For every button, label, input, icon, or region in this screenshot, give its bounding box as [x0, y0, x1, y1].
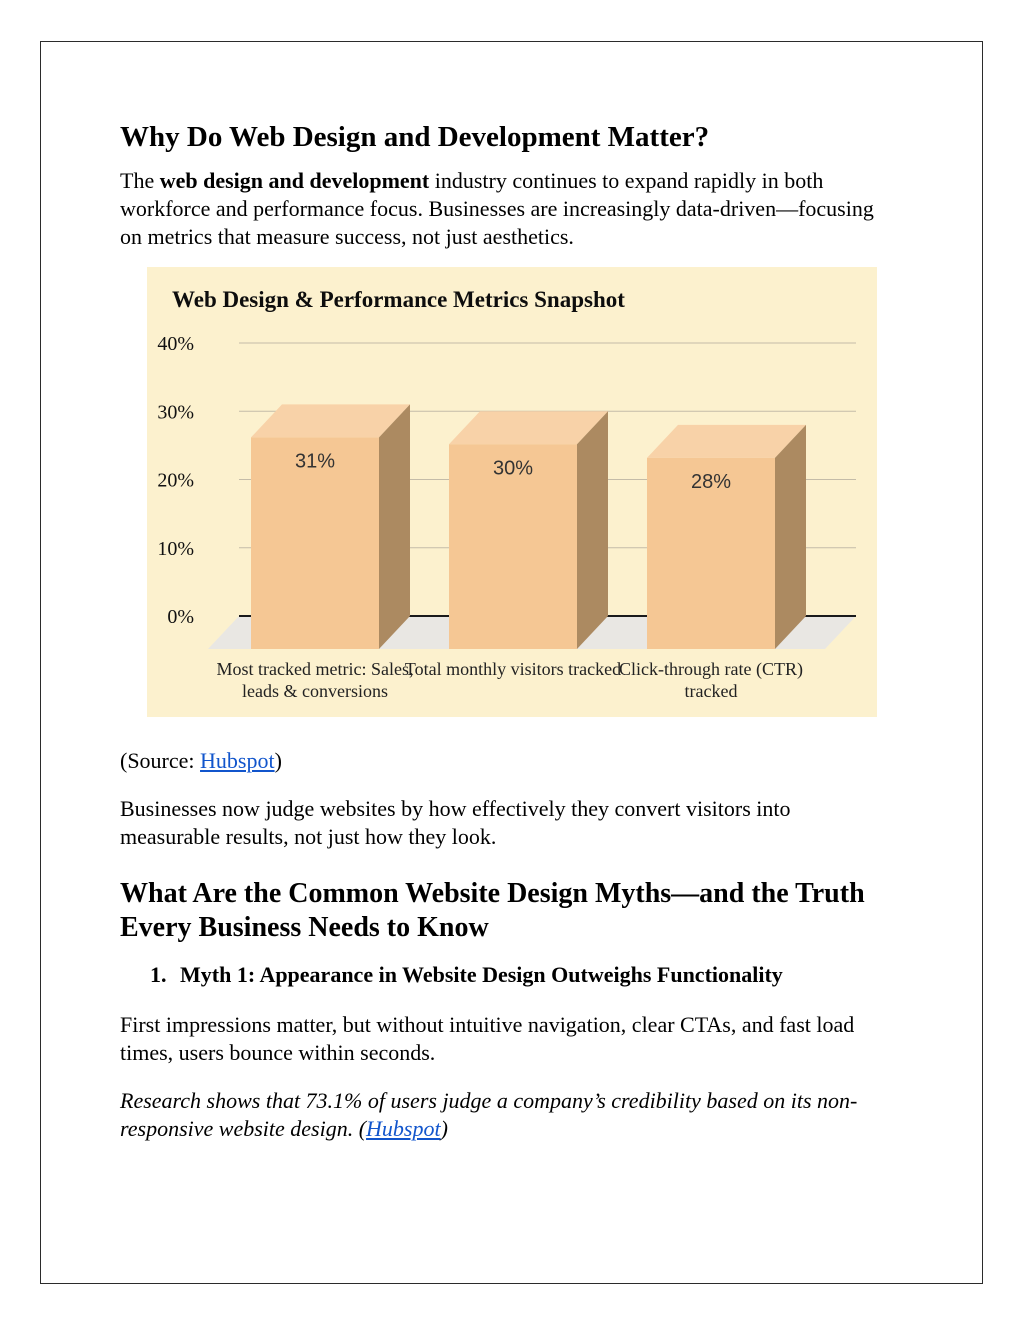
heading-why-matter: Why Do Web Design and Development Matter?: [120, 121, 710, 153]
y-tick-label: 20%: [157, 469, 194, 492]
x-category-label: Click-through rate (CTR): [619, 658, 803, 679]
myth1-number: 1.: [150, 961, 167, 987]
intro-paragraph: [120, 167, 892, 251]
myth1-label: Myth 1: Appearance in Website Design Outweighs Functionality: [180, 961, 783, 987]
x-category-label: Most tracked metric: Sales,: [216, 658, 414, 679]
myth1-list-item: [120, 961, 922, 989]
bar-side-face: [775, 425, 806, 649]
source-line: [120, 747, 892, 775]
bar-side-face: [577, 411, 608, 649]
source-text-pre: (Source:: [120, 747, 201, 773]
bar-value-label: 31%: [294, 450, 336, 473]
research-text-pre: Research shows that 73.1% of users judge a company’s credibility based on its non-responsive website design. (: [120, 1087, 858, 1141]
hubspot-link-research[interactable]: Hubspot: [366, 1115, 441, 1141]
heading-common-myths: [120, 877, 922, 945]
x-category-label: leads & conversions: [242, 680, 388, 701]
bar-value-label: 30%: [492, 457, 534, 480]
bar-column-2: [647, 425, 806, 649]
intro-text-pre: The: [120, 167, 160, 193]
bar-column-0: [251, 404, 410, 649]
metrics-chart: [147, 267, 877, 717]
judge-paragraph: Businesses now judge websites by how effectively they convert visitors into measurable results, not just how they look.: [120, 795, 791, 849]
research-paragraph: [120, 1087, 892, 1143]
heading2-line2: Every Business Needs to Know: [120, 911, 489, 943]
y-tick-label: 30%: [157, 401, 194, 424]
source-text-post: ): [274, 747, 282, 773]
hubspot-link-source[interactable]: Hubspot: [200, 747, 275, 773]
bar-side-face: [379, 404, 410, 649]
bar-column-1: [449, 411, 608, 649]
bar-value-label: 28%: [690, 470, 732, 493]
intro-text-post: industry continues to expand rapidly in both workforce and performance focus. Businesses are increasingly data-driven—focusing on metrics that measure success, not just aesthetics.: [120, 167, 874, 249]
page-content: [41, 42, 982, 1143]
page-frame: [40, 41, 983, 1284]
x-category-label: Total monthly visitors tracked: [404, 658, 622, 679]
y-tick-label: 10%: [157, 537, 194, 560]
chart-title: Web Design & Performance Metrics Snapshot: [172, 286, 625, 312]
y-tick-label: 0%: [167, 605, 194, 628]
first-impressions-paragraph: First impressions matter, but without intuitive navigation, clear CTAs, and fast load times, users bounce within seconds.: [120, 1011, 855, 1065]
heading2-line1: What Are the Common Website Design Myths—and the Truth: [120, 877, 865, 909]
x-category-label: tracked: [684, 680, 738, 701]
y-tick-label: 40%: [157, 332, 194, 355]
metrics-chart-panel: [147, 267, 877, 717]
research-text-post: ): [440, 1115, 448, 1141]
intro-text-bold: web design and development: [159, 167, 430, 193]
